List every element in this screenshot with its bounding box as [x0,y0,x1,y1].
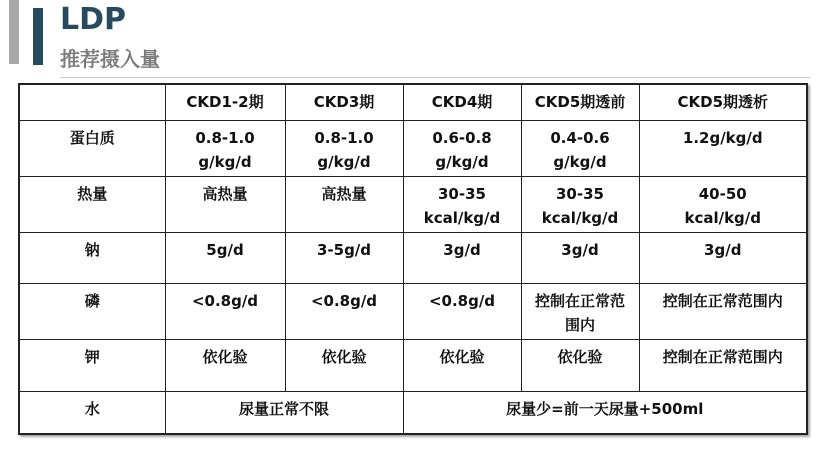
page-subtitle: 推荐摄入量 [60,47,160,71]
table-cell: 依化验 [521,339,639,391]
table-row-potassium [19,339,807,391]
table-cell: 依化验 [165,339,285,391]
table-row-energy [19,176,807,232]
table-cell: <0.8g/d [165,283,285,339]
table-cell: 0.8-1.0 g/kg/d [165,120,285,176]
page-title: LDP [60,2,127,37]
ldp-intake-table [18,83,808,435]
row-label-protein: 蛋白质 [19,120,165,176]
header-cell-empty [19,84,165,120]
table-row-water [19,391,807,434]
table-cell: 依化验 [403,339,521,391]
title-divider [60,77,810,78]
table-cell: 1.2g/kg/d [639,120,807,176]
table-row-protein [19,120,807,176]
table-cell-water-low: 尿量少=前一天尿量+500ml [403,391,807,434]
table-cell: 0.4-0.6 g/kg/d [521,120,639,176]
table-cell: 高热量 [285,176,403,232]
table-cell: 30-35 kcal/kg/d [521,176,639,232]
table-cell: 3g/d [403,232,521,283]
table-cell-water-normal: 尿量正常不限 [165,391,403,434]
table-cell: <0.8g/d [285,283,403,339]
table-cell: 5g/d [165,232,285,283]
table-cell: 控制在正常范围内 [639,339,807,391]
row-label-energy: 热量 [19,176,165,232]
table-cell: 30-35 kcal/kg/d [403,176,521,232]
table-cell: <0.8g/d [403,283,521,339]
table-cell: 0.8-1.0 g/kg/d [285,120,403,176]
header-cell-ckd3: CKD3期 [285,84,403,120]
row-label-sodium: 钠 [19,232,165,283]
table-header-row [19,84,807,120]
table-cell: 控制在正常范围内 [639,283,807,339]
header-cell-ckd5-pre-dialysis: CKD5期透前 [521,84,639,120]
table-cell: 40-50 kcal/kg/d [639,176,807,232]
row-label-water: 水 [19,391,165,434]
accent-bar-dark [33,8,43,65]
table-cell: 依化验 [285,339,403,391]
row-label-potassium: 钾 [19,339,165,391]
table-cell: 3g/d [521,232,639,283]
accent-bar-grey [9,0,19,64]
header-cell-ckd4: CKD4期 [403,84,521,120]
table-cell: 3-5g/d [285,232,403,283]
table-row-phosphorus [19,283,807,339]
row-label-phosphorus: 磷 [19,283,165,339]
header-cell-ckd5-dialysis: CKD5期透析 [639,84,807,120]
header-cell-ckd1-2: CKD1-2期 [165,84,285,120]
table-cell: 控制在正常范 围内 [521,283,639,339]
table-cell: 高热量 [165,176,285,232]
table-cell: 0.6-0.8 g/kg/d [403,120,521,176]
table-row-sodium [19,232,807,283]
table-cell: 3g/d [639,232,807,283]
